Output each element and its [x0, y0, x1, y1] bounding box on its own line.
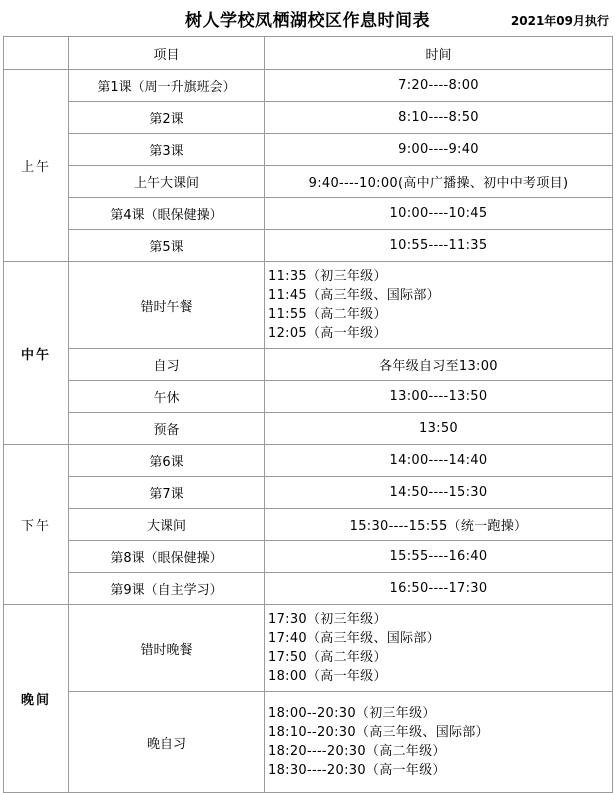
column-header-time: 时间 — [265, 37, 613, 70]
header — [0, 0, 615, 36]
effective-date: 2021年09月执行 — [510, 14, 609, 28]
column-header-item: 项目 — [69, 37, 265, 70]
table-row — [4, 166, 613, 198]
table-row — [4, 573, 613, 605]
item-cell: 第9课（自主学习） — [69, 573, 265, 605]
table-row — [4, 230, 613, 262]
time-cell: 8:10----8:50 — [265, 102, 613, 134]
time-cell: 14:00----14:40 — [265, 445, 613, 477]
period-evening: 晚间 — [4, 605, 69, 793]
table-row — [4, 262, 613, 349]
item-cell: 第5课 — [69, 230, 265, 262]
item-cell: 第4课（眼保健操） — [69, 198, 265, 230]
time-cell: 10:55----11:35 — [265, 230, 613, 262]
period-noon: 中午 — [4, 262, 69, 445]
time-cell: 13:50 — [265, 413, 613, 445]
item-cell: 上午大课间 — [69, 166, 265, 198]
table-row — [4, 134, 613, 166]
item-cell: 第8课（眼保健操） — [69, 541, 265, 573]
time-cell-multiline — [265, 262, 613, 349]
page-title: 树人学校凤栖湖校区作息时间表 — [185, 11, 430, 31]
table-row — [4, 477, 613, 509]
time-cell: 10:00----10:45 — [265, 198, 613, 230]
item-cell: 午休 — [69, 381, 265, 413]
table-row — [4, 509, 613, 541]
table-row — [4, 413, 613, 445]
time-cell: 16:50----17:30 — [265, 573, 613, 605]
corner-cell — [4, 37, 69, 70]
item-cell: 自习 — [69, 349, 265, 381]
time-cell: 7:20----8:00 — [265, 70, 613, 102]
time-line: 18:00--20:30（初三年级） — [268, 706, 436, 721]
time-cell: 15:55----16:40 — [265, 541, 613, 573]
time-cell: 9:00----9:40 — [265, 134, 613, 166]
item-cell: 大课间 — [69, 509, 265, 541]
time-cell: 各年级自习至13:00 — [265, 349, 613, 381]
item-cell: 第2课 — [69, 102, 265, 134]
time-cell: 14:50----15:30 — [265, 477, 613, 509]
time-cell: 13:00----13:50 — [265, 381, 613, 413]
time-line: 17:40（高三年级、国际部） — [268, 631, 440, 646]
table-row — [4, 102, 613, 134]
table-row — [4, 445, 613, 477]
table-row — [4, 198, 613, 230]
item-cell: 错时晚餐 — [69, 605, 265, 692]
time-cell-multiline — [265, 605, 613, 692]
time-line: 18:10--20:30（高三年级、国际部） — [268, 725, 489, 740]
item-cell: 第3课 — [69, 134, 265, 166]
item-cell: 预备 — [69, 413, 265, 445]
table-row — [4, 70, 613, 102]
time-line: 11:35（初三年级） — [268, 269, 387, 284]
time-cell-multiline — [265, 692, 613, 793]
time-cell: 15:30----15:55（统一跑操） — [265, 509, 613, 541]
period-afternoon: 下午 — [4, 445, 69, 605]
schedule-table — [3, 36, 613, 793]
item-cell: 第1课（周一升旗班会） — [69, 70, 265, 102]
time-line: 18:20----20:30（高二年级） — [268, 744, 446, 759]
time-cell: 9:40----10:00(高中广播操、初中中考项目) — [265, 166, 613, 198]
table-row — [4, 541, 613, 573]
time-line: 11:55（高二年级） — [268, 307, 387, 322]
item-cell: 错时午餐 — [69, 262, 265, 349]
item-cell: 第6课 — [69, 445, 265, 477]
header-row — [4, 37, 613, 70]
table-row — [4, 349, 613, 381]
time-line: 18:30----20:30（高一年级） — [268, 763, 446, 778]
time-line: 17:30（初三年级） — [268, 612, 387, 627]
time-line: 17:50（高二年级） — [268, 650, 387, 665]
time-line: 11:45（高三年级、国际部） — [268, 288, 440, 303]
table-row — [4, 605, 613, 692]
item-cell: 第7课 — [69, 477, 265, 509]
time-line: 12:05（高一年级） — [268, 326, 387, 341]
table-row — [4, 381, 613, 413]
item-cell: 晚自习 — [69, 692, 265, 793]
table-row — [4, 692, 613, 793]
time-line: 18:00（高一年级） — [268, 669, 387, 684]
period-morning: 上午 — [4, 70, 69, 262]
